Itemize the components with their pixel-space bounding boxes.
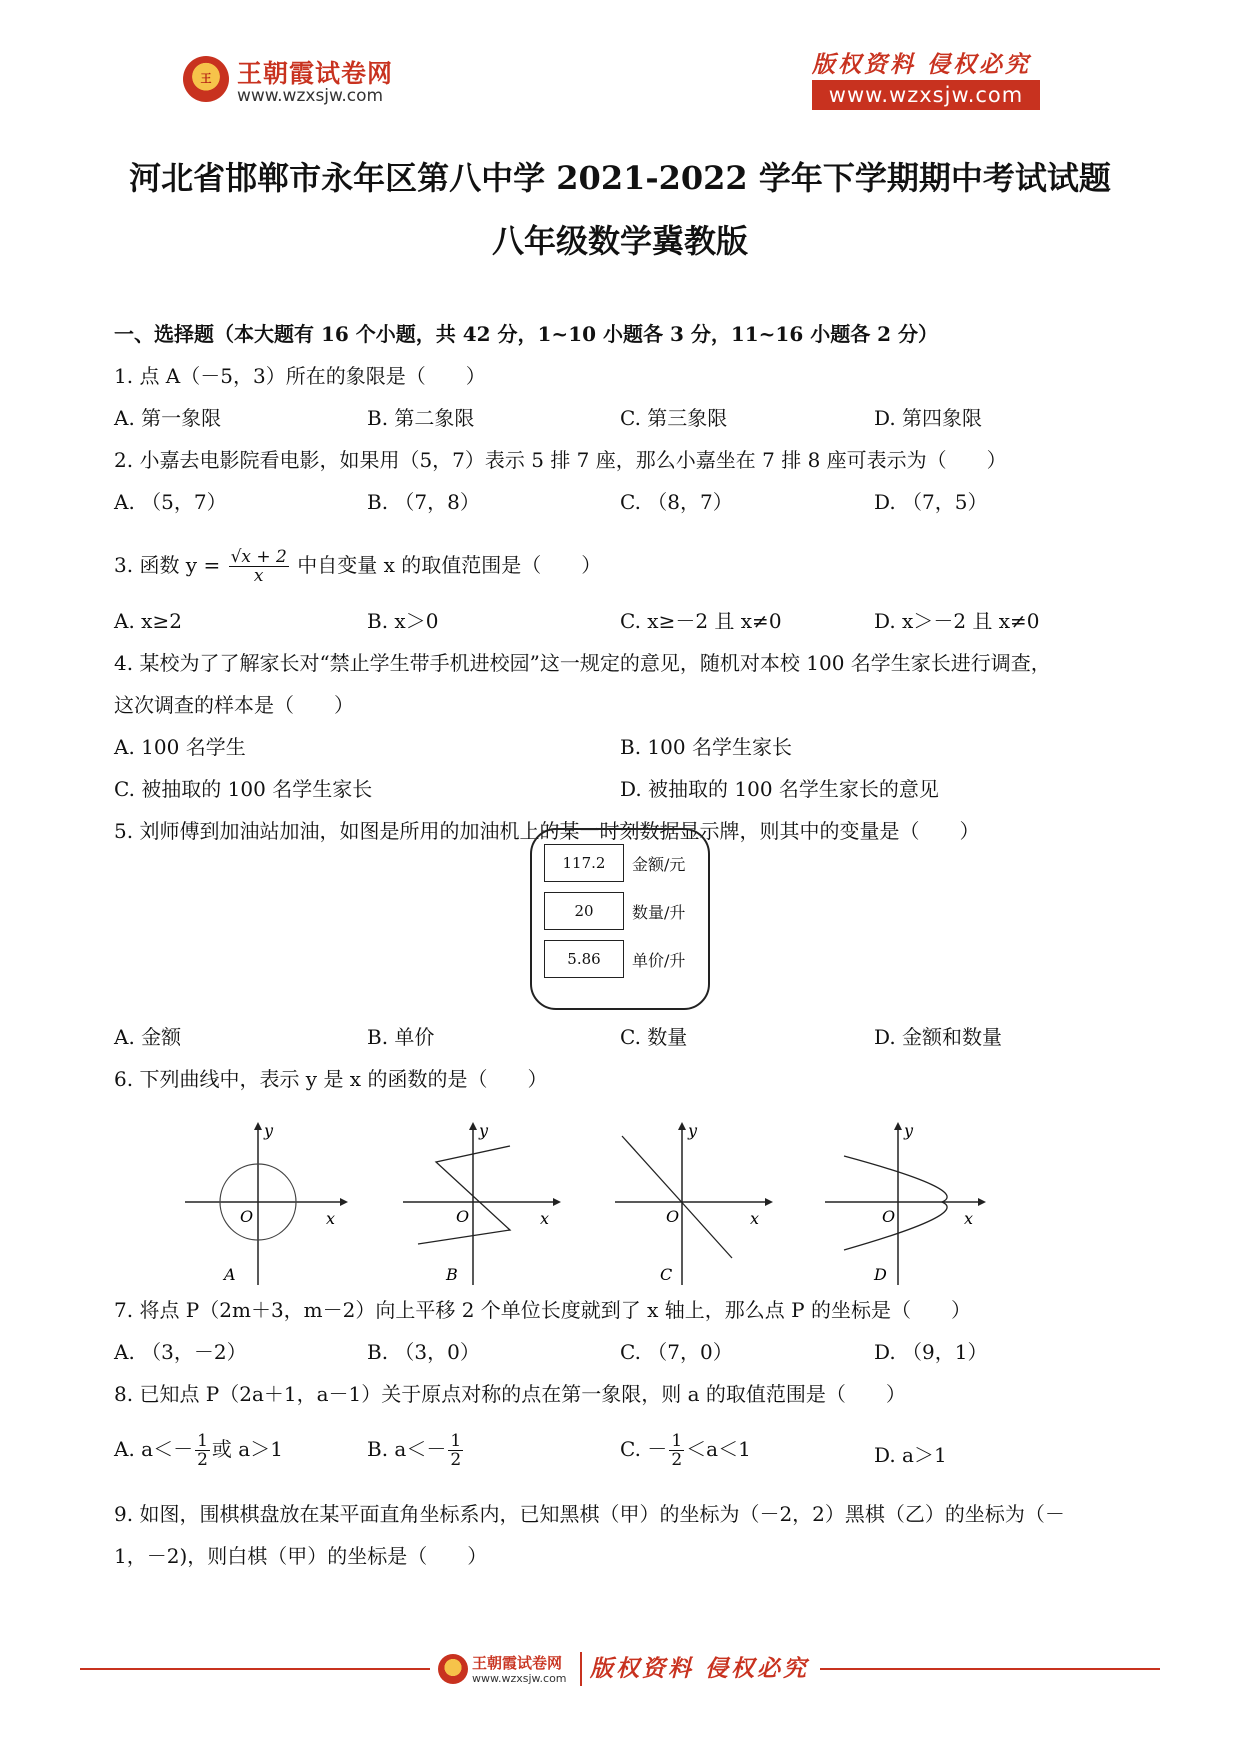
q3-fraction-num: √x + 2	[230, 547, 287, 567]
panel-price-label: 单价/升	[632, 951, 686, 970]
graph-c-y-label: y	[688, 1121, 698, 1140]
copyright-url: www.wzxsjw.com	[812, 80, 1040, 110]
q3-fraction	[229, 548, 289, 585]
question-2-stem: 2. 小嘉去电影院看电影，如果用（5，7）表示 5 排 7 座，那么小嘉坐在 7 排 8 座可表示为（ ）	[114, 448, 1007, 472]
q2-option-d: D. （7，5）	[874, 490, 988, 514]
footer-divider-left	[80, 1668, 430, 1670]
footer-separator	[580, 1652, 582, 1686]
panel-amount-label: 金额/元	[632, 855, 686, 874]
q4-option-c: C. 被抽取的 100 名学生家长	[114, 777, 373, 801]
q8-option-a-post: 或 a＞1	[211, 1437, 283, 1461]
q2-option-a: A. （5，7）	[114, 490, 227, 514]
graph-c-label: C	[660, 1265, 673, 1284]
logo-name: 王朝霞试卷网	[237, 59, 394, 88]
copyright-notice: 版权资料 侵权必究	[812, 51, 1032, 78]
q8-b-frac-den: 2	[450, 1450, 462, 1470]
page-title: 河北省邯郸市永年区第八中学 2021-2022 学年下学期期中考试试题	[129, 159, 1111, 197]
page-subtitle: 八年级数学冀教版	[491, 222, 748, 260]
fuel-display-panel	[530, 828, 710, 1010]
footer-logo-url: www.wzxsjw.com	[472, 1672, 567, 1685]
graph-c-origin: O	[666, 1207, 680, 1226]
question-1-stem: 1. 点 A（－5，3）所在的象限是（ ）	[114, 364, 486, 388]
question-9-stem-2: 1，－2)，则白棋（甲）的坐标是（ ）	[114, 1544, 488, 1568]
graph-a-circle	[180, 1120, 350, 1290]
q1-option-c: C. 第三象限	[620, 406, 728, 430]
q4-option-a: A. 100 名学生	[114, 735, 246, 759]
question-5-stem: 5. 刘师傅到加油站加油，如图是所用的加油机上的某一时刻数据显示牌，则其中的变量是（ ）	[114, 819, 980, 843]
question-3-stem	[114, 548, 601, 585]
q8-option-b-fraction	[448, 1432, 463, 1469]
q5-option-c: C. 数量	[620, 1025, 688, 1049]
q3-option-d: D. x＞－2 且 x≠0	[874, 609, 1040, 633]
graph-d-origin: O	[882, 1207, 896, 1226]
q8-option-d: D. a＞1	[874, 1443, 947, 1467]
q7-option-a: A. （3，－2）	[114, 1340, 247, 1364]
graph-a-label: A	[224, 1265, 236, 1284]
q5-option-b: B. 单价	[367, 1025, 435, 1049]
q8-a-frac-den: 2	[197, 1450, 208, 1470]
q8-option-b	[367, 1432, 465, 1469]
question-9-stem-1: 9. 如图，围棋棋盘放在某平面直角坐标系内，已知黑棋（甲）的坐标为（－2，2）黑棋（乙）的坐标为（－	[114, 1502, 1065, 1526]
logo-badge-icon: 王	[183, 56, 229, 102]
footer-logo-badge-icon	[438, 1654, 468, 1684]
q4-option-b: B. 100 名学生家长	[620, 735, 792, 759]
q3-suffix: 中自变量 x 的取值范围是（ ）	[297, 553, 602, 577]
footer-copyright: 版权资料 侵权必究	[590, 1655, 810, 1682]
panel-amount-value: 117.2	[544, 844, 624, 882]
site-logo	[183, 52, 403, 112]
graph-d-label: D	[874, 1265, 887, 1284]
section-heading: 一、选择题（本大题有 16 个小题，共 42 分，1~10 小题各 3 分，11~16 小题各 2 分）	[114, 322, 939, 346]
q8-option-c	[620, 1432, 751, 1469]
q3-option-b: B. x＞0	[367, 609, 439, 633]
graph-a-x-label: x	[326, 1209, 336, 1228]
q1-option-b: B. 第二象限	[367, 406, 475, 430]
graph-c-x-label: x	[750, 1209, 760, 1228]
question-4-stem-1: 4. 某校为了了解家长对“禁止学生带手机进校园”这一规定的意见，随机对本校 100 名学生家长进行调查，	[114, 651, 1051, 675]
graph-b-y-label: y	[479, 1121, 489, 1140]
q8-option-c-pre: C. －	[620, 1437, 668, 1461]
q2-option-c: C. （8，7）	[620, 490, 733, 514]
q2-option-b: B. （7，8）	[367, 490, 480, 514]
question-7-stem: 7. 将点 P（2m＋3，m－2）向上平移 2 个单位长度就到了 x 轴上，那么点 P 的坐标是（ ）	[114, 1298, 971, 1322]
graph-c-line	[610, 1120, 780, 1290]
q8-option-a	[114, 1432, 283, 1469]
q8-b-frac-num: 1	[450, 1431, 462, 1451]
question-8-stem: 8. 已知点 P（2a＋1，a－1）关于原点对称的点在第一象限，则 a 的取值范围是（ ）	[114, 1382, 906, 1406]
q1-option-a: A. 第一象限	[114, 406, 222, 430]
graph-a-origin: O	[240, 1207, 254, 1226]
question-6-stem: 6. 下列曲线中，表示 y 是 x 的函数的是（ ）	[114, 1067, 548, 1091]
footer-divider-right	[820, 1668, 1160, 1670]
q3-option-c: C. x≥－2 且 x≠0	[620, 609, 782, 633]
graph-d-x-label: x	[964, 1209, 974, 1228]
q8-a-frac-num: 1	[197, 1431, 208, 1451]
panel-quantity-value: 20	[544, 892, 624, 930]
q5-option-a: A. 金额	[114, 1025, 182, 1049]
graph-b-x-label: x	[540, 1209, 550, 1228]
graph-b-zigzag	[398, 1120, 568, 1290]
q8-option-a-pre: A. a＜－	[114, 1437, 194, 1461]
q7-option-b: B. （3，0）	[367, 1340, 480, 1364]
graph-b-origin: O	[456, 1207, 470, 1226]
q4-option-d: D. 被抽取的 100 名学生家长的意见	[620, 777, 939, 801]
q8-option-a-fraction	[195, 1432, 210, 1469]
panel-price-value: 5.86	[544, 940, 624, 978]
q3-fraction-den: x	[253, 566, 264, 586]
footer-logo-name: 王朝霞试卷网	[472, 1654, 563, 1672]
q8-option-c-fraction	[669, 1432, 684, 1469]
q8-option-b-pre: B. a＜－	[367, 1437, 447, 1461]
graph-d-y-label: y	[904, 1121, 914, 1140]
q1-option-d: D. 第四象限	[874, 406, 983, 430]
q8-c-frac-num: 1	[671, 1431, 683, 1451]
q3-option-a: A. x≥2	[114, 609, 182, 633]
q8-option-c-post: ＜a＜1	[686, 1437, 751, 1461]
question-4-stem-2: 这次调查的样本是（ ）	[114, 693, 354, 717]
footer-logo	[438, 1650, 588, 1690]
graph-d-parabola	[820, 1120, 990, 1290]
graph-a-y-label: y	[264, 1121, 274, 1140]
q5-option-d: D. 金额和数量	[874, 1025, 1003, 1049]
q8-c-frac-den: 2	[671, 1450, 683, 1470]
logo-url: www.wzxsjw.com	[237, 86, 384, 106]
panel-quantity-label: 数量/升	[632, 903, 686, 922]
q7-option-d: D. （9，1）	[874, 1340, 988, 1364]
graph-b-label: B	[446, 1265, 458, 1284]
q7-option-c: C. （7，0）	[620, 1340, 733, 1364]
q3-prefix: 3. 函数 y =	[114, 553, 221, 577]
